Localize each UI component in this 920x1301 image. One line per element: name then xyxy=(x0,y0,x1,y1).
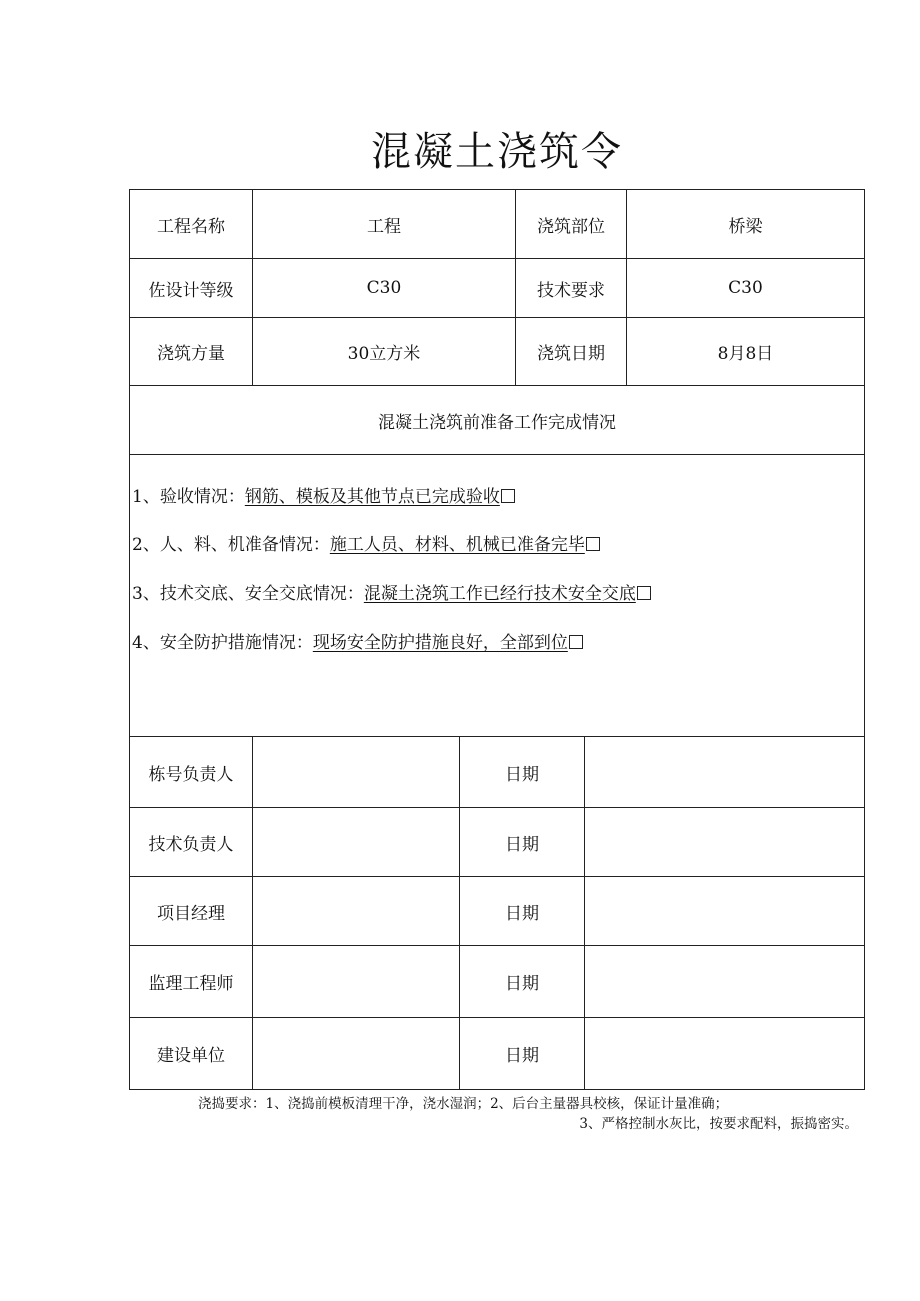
grade-label: 佐设计等级 xyxy=(148,280,234,301)
pour-location-value: 桥梁 xyxy=(728,216,763,237)
volume-label: 浇筑方量 xyxy=(157,344,225,364)
row-divider xyxy=(130,454,864,455)
signoff-date-label: 日期 xyxy=(505,834,539,855)
signoff-role: 建设单位 xyxy=(157,1046,225,1066)
signoff-date-field[interactable] xyxy=(585,1018,864,1089)
checklist-item-prefix: 1、验收情况： xyxy=(132,487,245,507)
volume-value: 30立方米 xyxy=(347,344,421,364)
signoff-role: 技术负责人 xyxy=(148,834,234,855)
signoff-date-field[interactable] xyxy=(585,946,864,1017)
signoff-date-field[interactable] xyxy=(585,877,864,945)
checklist-item-text: 现场安全防护措施良好，全部到位 xyxy=(312,633,568,653)
checklist-item-text: 施工人员、材料、机械已准备完毕 xyxy=(329,535,585,555)
checkbox[interactable] xyxy=(586,537,600,551)
grade-value: C30 xyxy=(366,278,402,298)
checklist-item xyxy=(132,482,515,507)
checklist-item-prefix: 2、人、料、机准备情况： xyxy=(132,535,330,555)
signoff-role: 项目经理 xyxy=(157,903,225,924)
tech-req-value: C30 xyxy=(728,278,763,298)
date-value: 8月8日 xyxy=(717,344,774,364)
pour-location-label: 浇筑部位 xyxy=(537,216,605,237)
signoff-role: 栋号负责人 xyxy=(148,764,234,785)
prep-heading: 混凝土浇筑前准备工作完成情况 xyxy=(378,412,616,433)
signoff-date-label: 日期 xyxy=(505,974,539,994)
page-title: 混凝土浇筑令 xyxy=(371,129,623,175)
signoff-date-label: 日期 xyxy=(505,764,539,785)
tech-req-label: 技术要求 xyxy=(537,280,605,301)
signoff-date-field[interactable] xyxy=(585,737,864,807)
signature-field[interactable] xyxy=(253,946,459,1017)
checkbox[interactable] xyxy=(501,489,515,503)
pour-requirements-line-2: 3、严格控制水灰比，按要求配料，振捣密实。 xyxy=(579,1116,858,1132)
checklist-item xyxy=(132,628,583,653)
signature-field[interactable] xyxy=(253,1018,459,1089)
date-label: 浇筑日期 xyxy=(537,344,605,364)
checklist-item-text: 钢筋、模板及其他节点已完成验收 xyxy=(244,487,500,507)
checklist-item xyxy=(132,579,651,604)
checklist-item-text: 混凝土浇筑工作已经行技术安全交底 xyxy=(363,584,636,604)
checklist-item-prefix: 4、安全防护措施情况： xyxy=(132,633,313,653)
signature-field[interactable] xyxy=(253,808,459,876)
signature-field[interactable] xyxy=(253,737,459,807)
signoff-date-label: 日期 xyxy=(505,903,539,924)
checkbox[interactable] xyxy=(637,586,651,600)
checkbox[interactable] xyxy=(569,635,583,649)
pour-requirements-line-1: 浇捣要求：1、浇捣前模板清理干净，浇水湿润；2、后台主量器具校核，保证计量准确； xyxy=(198,1096,729,1112)
pour-order-form xyxy=(129,189,865,1090)
project-name-label: 工程名称 xyxy=(157,216,225,237)
signoff-date-label: 日期 xyxy=(505,1046,539,1066)
signoff-role: 监理工程师 xyxy=(148,974,234,994)
signature-field[interactable] xyxy=(253,877,459,945)
project-name-value: 工程 xyxy=(367,216,401,237)
checklist-item-prefix: 3、技术交底、安全交底情况： xyxy=(132,584,364,604)
checklist-item xyxy=(132,530,600,555)
signoff-date-field[interactable] xyxy=(585,808,864,876)
